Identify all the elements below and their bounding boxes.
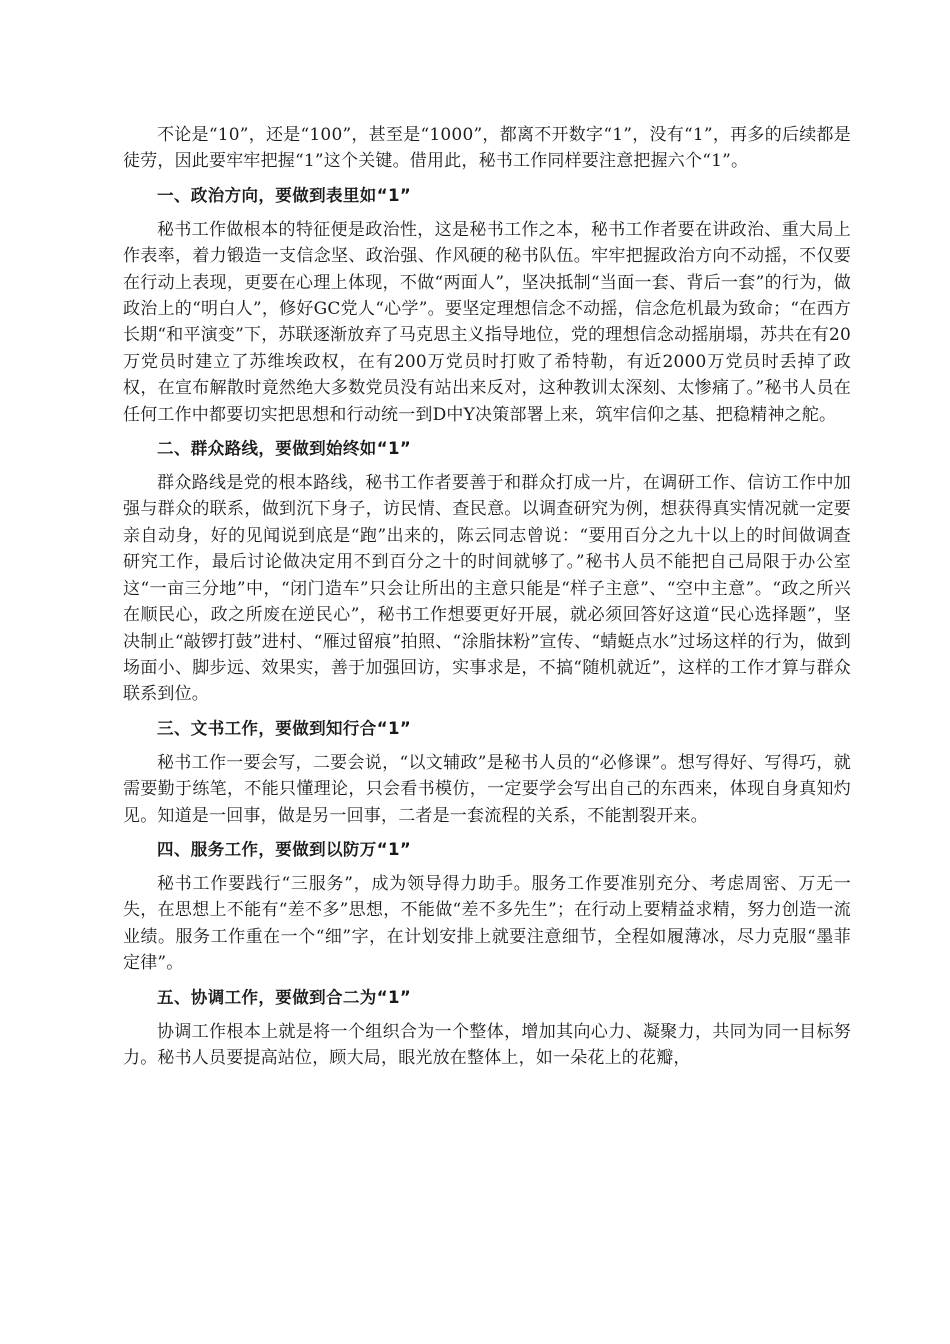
section-body-mass-line: 群众路线是党的根本路线，秘书工作者要善于和群众打成一片，在调研工作、信访工作中加强与群众的联系，做到沉下身子，访民情、查民意。以调查研究为例，想获得真实情况就一定要亲自动身，好的见闻说到底是“跑”出来的，陈云同志曾说：“要用百分之九十以上的时间做调查研究工作，最后讨论做决定用不到百分之十的时间就够了。”秘书人员不能把自己局限于办公室这“一亩三分地”中，“闭门造车”只会让所出的主意只能是“样子主意”、“空中主意”。“政之所兴在顺民心，政之所废在逆民心”，秘书工作想要更好开展，就必须回答好这道“民心选择题”，坚决制止“敲锣打鼓”进村、“雁过留痕”拍照、“涂脂抹粉”宣传、“蜻蜓点水”过场这样的行为，做到场面小、脚步远、效果实，善于加强回访，实事求是，不搞“随机就近”，这样的工作才算与群众联系到位。 — [123, 473, 851, 705]
document-body — [123, 122, 851, 1071]
section-heading-political: 一、政治方向，要做到表里如“1” — [157, 185, 412, 205]
section-heading-coordination: 五、协调工作，要做到合二为“1” — [157, 987, 412, 1007]
section-heading-writing: 三、文书工作，要做到知行合“1” — [157, 718, 412, 738]
section-heading-service: 四、服务工作，要做到以防万“1” — [157, 839, 412, 859]
section-heading-mass-line: 二、群众路线，要做到始终如“1” — [157, 439, 412, 459]
section-body-writing: 秘书工作一要会写，二要会说，“以文辅政”是秘书人员的“必修课”。想写得好、写得巧，就需要勤于练笔，不能只懂理论，只会看书模仿，一定要学会写出自己的东西来，体现自身真知灼见。知道是一回事，做是另一回事，二者是一套流程的关系，不能割裂开来。 — [123, 752, 851, 826]
section-body-service: 秘书工作要践行“三服务”，成为领导得力助手。服务工作要准别充分、考虑周密、万无一失，在思想上不能有“差不多”思想，不能做“差不多先生”；在行动上要精益求精，努力创造一流业绩。服务工作重在一个“细”字，在计划安排上就要注意细节，全程如履薄冰，尽力克服“墨菲定律”。 — [123, 873, 851, 974]
section-body-political: 秘书工作做根本的特征便是政治性，这是秘书工作之本，秘书工作者要在讲政治、重大局上作表率，着力锻造一支信念坚、政治强、作风硬的秘书队伍。牢牢把握政治方向不动摇，不仅要在行动上表现，更要在心理上体现，不做“两面人”，坚决抵制“当面一套、背后一套”的行为，做政治上的“明白人”，修好GC党人“心学”。要坚定理想信念不动摇，信念危机最为致命；“在西方长期“和平演变”下，苏联逐渐放弃了马克思主义指导地位，党的理想信念动摇崩塌，苏共在有20万党员时建立了苏维埃政权，在有200万党员时打败了希特勒，有近2000万党员时丢掉了政权，在宣布解散时竟然绝大多数党员没有站出来反对，这种教训太深刻、太惨痛了。”秘书人员在任何工作中都要切实把思想和行动统一到D中Y决策部署上来，筑牢信仰之基、把稳精神之舵。 — [123, 219, 851, 425]
intro-paragraph: 不论是“10”，还是“100”，甚至是“1000”，都离不开数字“1”，没有“1”，再多的后续都是徒劳，因此要牢牢把握“1”这个关键。借用此，秘书工作同样要注意把握六个“1”。 — [123, 125, 851, 172]
section-body-coordination: 协调工作根本上就是将一个组织合为一个整体，增加其向心力、凝聚力，共同为同一目标努力。秘书人员要提高站位，顾大局，眼光放在整体上，如一朵花上的花瓣， — [123, 1021, 851, 1068]
